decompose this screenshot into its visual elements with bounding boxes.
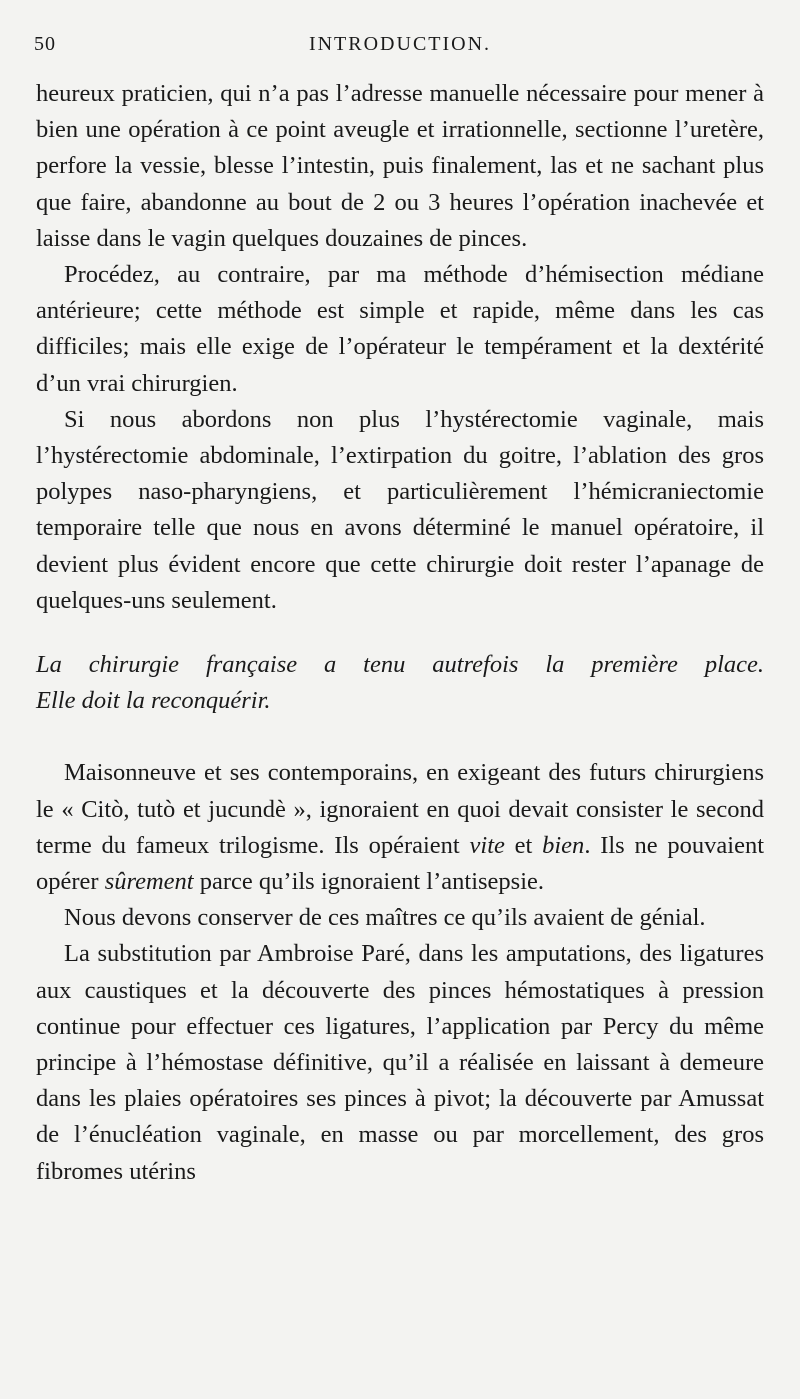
paragraph-hemisection: Procédez, au contraire, par ma méthode d’hémisection médiane antérieure; cette méthode est simple et rapide, même dans les cas difficiles; mais elle exige de l’opérateur le tempérament et la dextérité d’un vrai chirurgien. [36, 261, 764, 397]
paragraph-text: et [504, 831, 543, 859]
paragraph-masters: Nous devons conserver de ces maîtres ce qu’ils avaient de génial. [64, 904, 706, 932]
running-header [30, 33, 770, 61]
italic-word-vite: vite [469, 831, 505, 859]
paragraph-maisonneuve [36, 755, 764, 900]
page-number: 50 [34, 33, 56, 55]
running-title: INTRODUCTION. [308, 33, 492, 55]
paragraph-text: . Ils ne pouvaient opérer [36, 831, 764, 896]
motto-line-1: La chirurgie française a tenu autrefois la première place. [36, 651, 764, 679]
motto [36, 647, 764, 719]
paragraph-hysterectomy: Si nous abordons non plus l’hystérectomie vaginale, mais l’hystérectomie abdominale, l’extirpation du goitre, l’ablation des gros polypes naso-pharyngiens, et particulièrement l’hémicraniectomie temporaire telle que nous en avons déterminé le manuel opératoire, il devient plus évident encore que cette chirurgie doit rester l’apanage de quelques-uns seulement. [36, 405, 764, 614]
paragraph-substitution: La substitution par Ambroise Paré, dans les amputations, des ligatures aux caustiques et la découverte des pinces hémostatiques à pression continue pour effectuer ces ligatures, l’application par Percy du même principe à l’hémostase définitive, qu’il a réalisée en laissant à demeure dans les plaies opératoires ses pinces à pivot; la découverte par Amussat de l’énucléation vaginale, en masse ou par morcellement, des gros fibromes utérins [36, 940, 764, 1185]
paragraph-text: parce qu’ils ignoraient l’antisepsie. [193, 868, 544, 896]
section-spacer [36, 619, 764, 647]
section-spacer [36, 719, 764, 755]
italic-word-surement: sûrement [104, 868, 194, 896]
italic-word-bien: bien [542, 831, 585, 859]
paragraph-text: Maisonneuve et ses contemporains, en exigeant des futurs chirurgiens le « Citò, tutò et jucundè », ignoraient en quoi devait consister le second terme du fameux trilogisme. Ils opéraient [36, 759, 764, 859]
motto-line-2: Elle doit la reconquérir. [36, 687, 271, 715]
paragraph-continuation: heureux praticien, qui n’a pas l’adresse manuelle nécessaire pour mener à bien une opération à ce point aveugle et irrationnelle, sectionne l’uretère, perfore la vessie, blesse l’intestin, puis finalement, las et ne sachant plus que faire, abandonne au bout de 2 ou 3 heures l’opération inachevée et laisse dans le vagin quelques douzaines de pinces. [36, 80, 764, 252]
body-text [36, 76, 764, 1190]
